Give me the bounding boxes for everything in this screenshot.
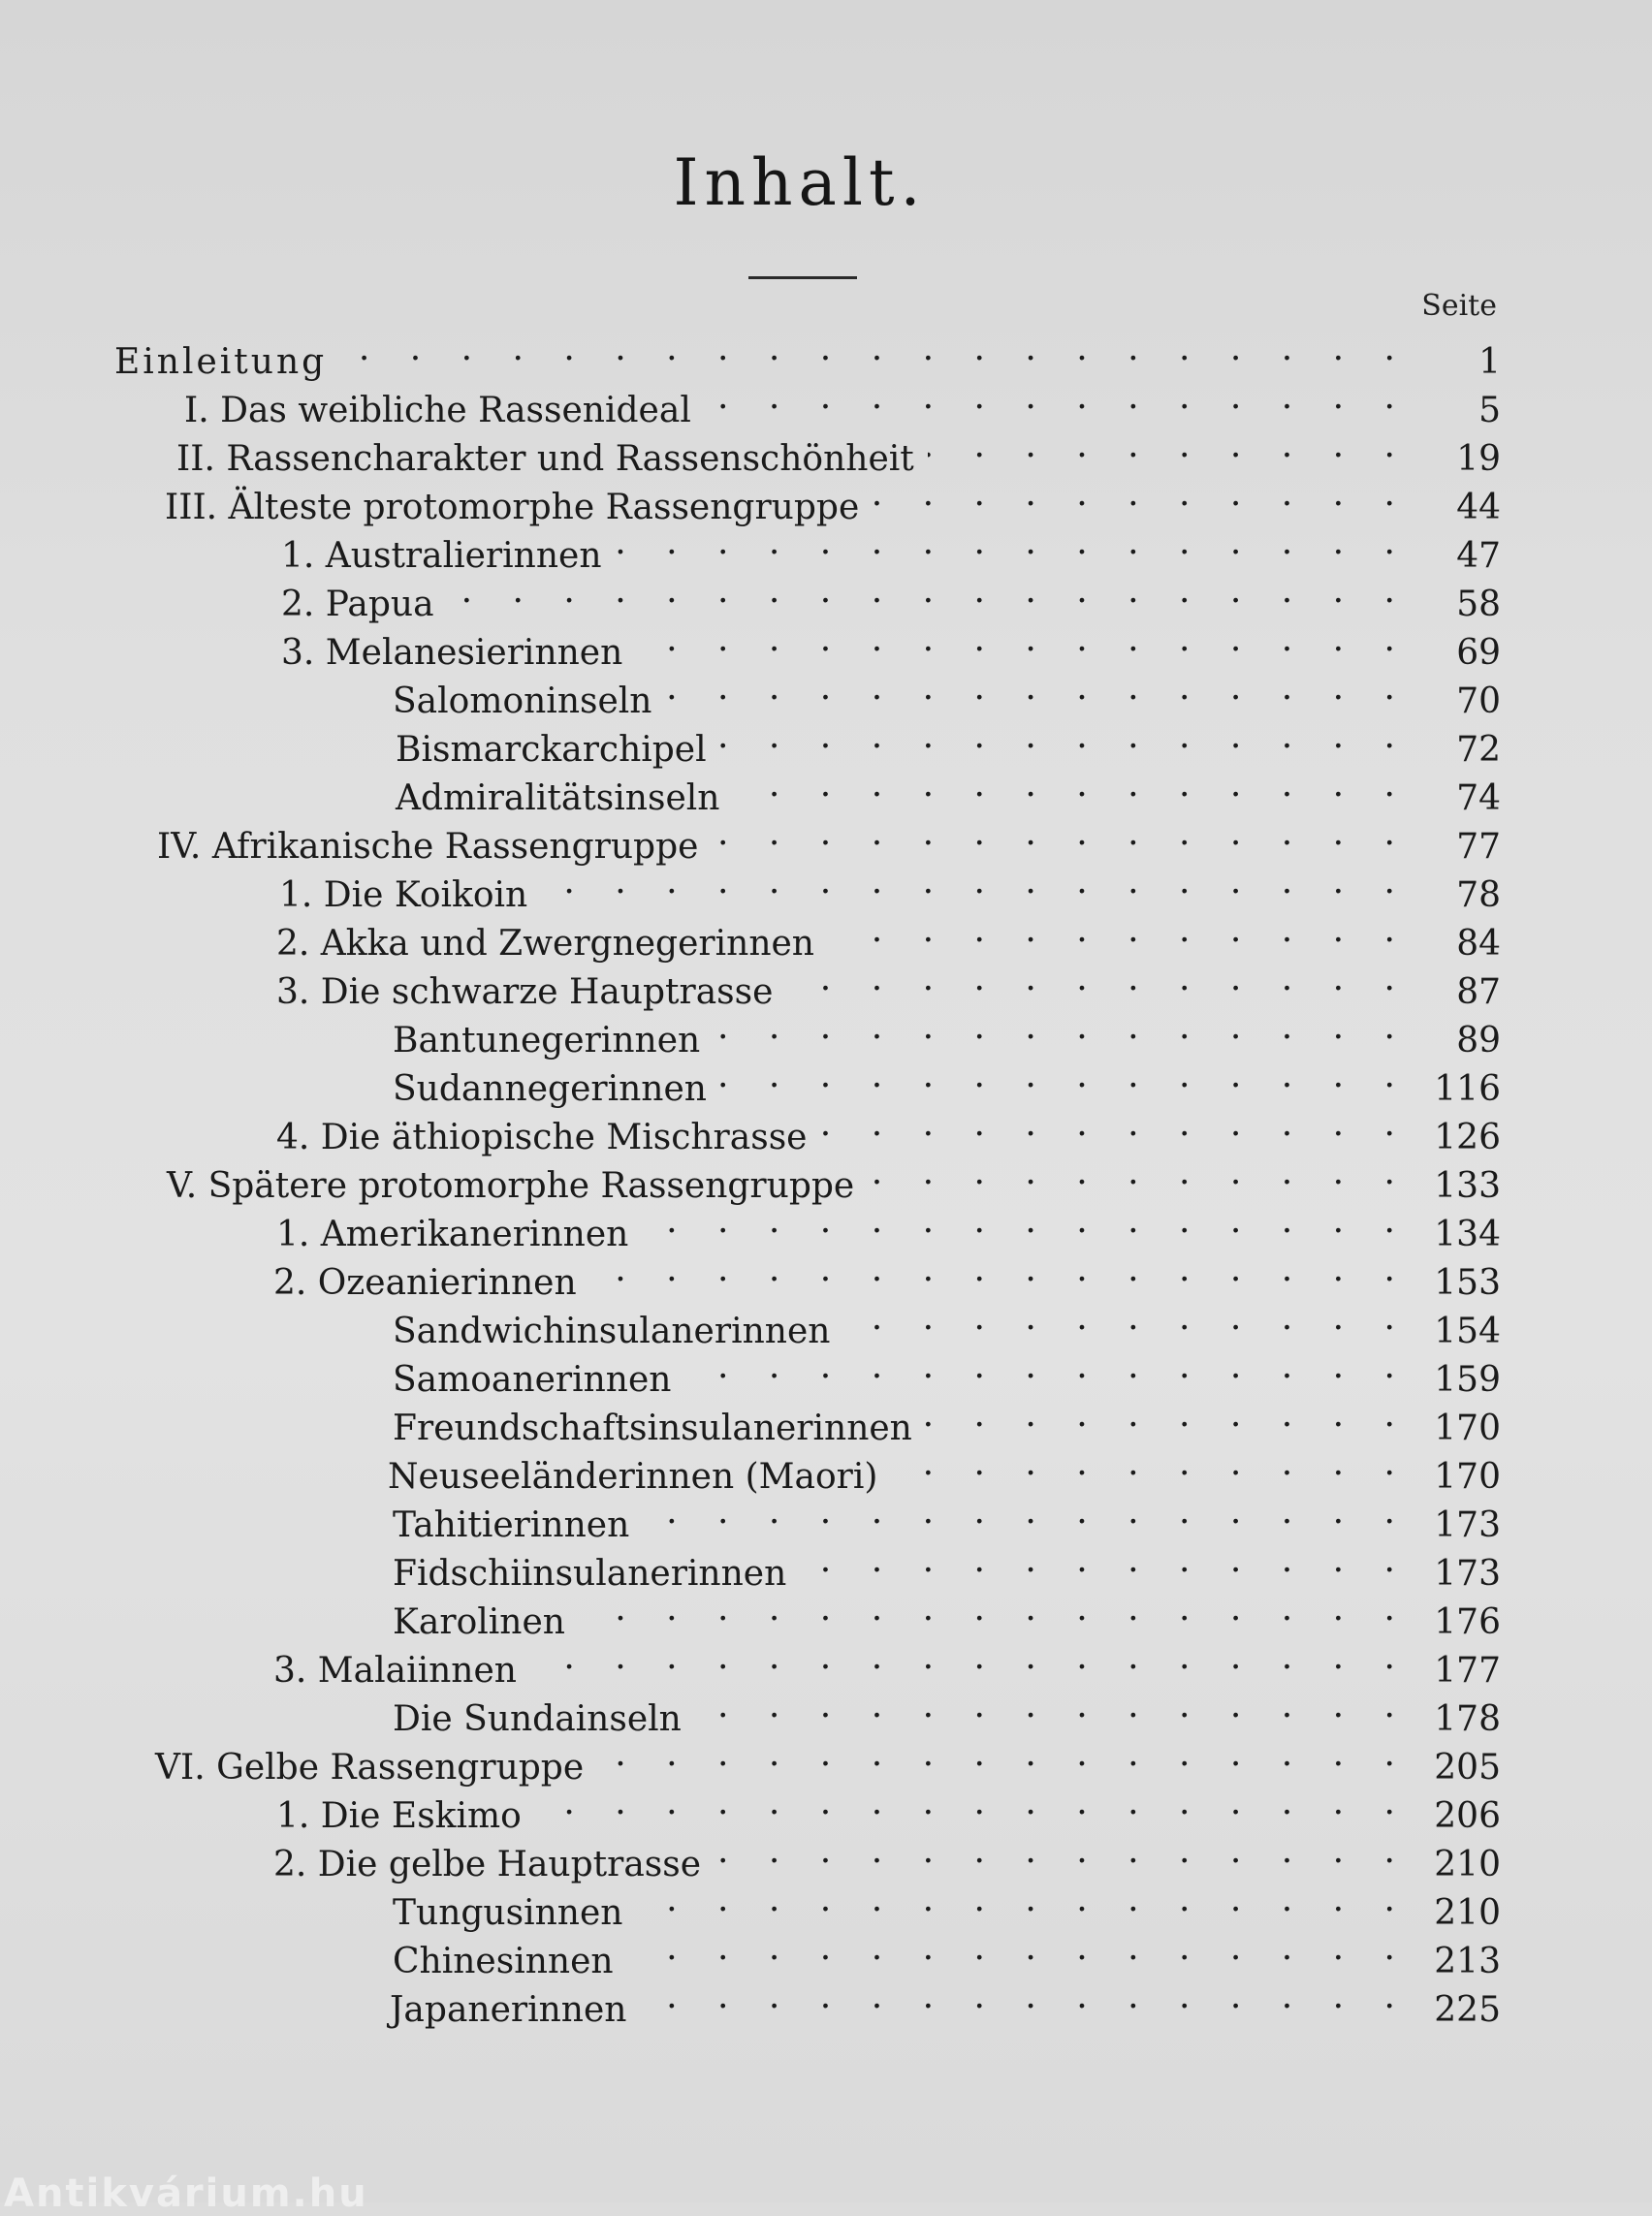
page-column-header: Seite xyxy=(1421,289,1497,323)
toc-entry-page: 176 xyxy=(1434,1602,1501,1642)
toc-entry-label: Die Sundainseln xyxy=(393,1699,682,1739)
toc-leader-dots xyxy=(616,519,1410,567)
toc-entry-page: 178 xyxy=(1434,1699,1501,1739)
toc-leader-dots xyxy=(579,1585,1410,1633)
toc-entry-page: 177 xyxy=(1434,1651,1501,1691)
toc-leader-dots xyxy=(828,906,1410,955)
toc-entry-page: 74 xyxy=(1456,778,1501,818)
toc-leader-dots xyxy=(868,1149,1410,1197)
toc-leader-dots xyxy=(636,616,1410,664)
toc-entry-label: Bantunegerinnen xyxy=(393,1021,701,1061)
toc-entry-label: Neuseeländerinnen (Maori) xyxy=(388,1457,878,1497)
toc-entry xyxy=(157,809,1501,867)
toc-entry-page: 159 xyxy=(1434,1360,1501,1400)
toc-entry-label: Freundschaftsinsulanerinnen xyxy=(393,1409,912,1448)
toc-entry xyxy=(393,1585,1501,1642)
toc-entry xyxy=(176,422,1501,479)
toc-entry-page: 1 xyxy=(1478,342,1501,382)
toc-leader-dots xyxy=(666,664,1411,712)
watermark-text: Antikvárium.hu xyxy=(4,2171,368,2216)
toc-leader-dots xyxy=(597,1730,1410,1779)
toc-entry-page: 206 xyxy=(1434,1796,1501,1836)
toc-entry-page: 133 xyxy=(1434,1166,1501,1206)
toc-entry-label: IV. Afrikanische Rassengruppe xyxy=(157,827,699,867)
toc-entry xyxy=(273,1246,1501,1303)
toc-leader-dots xyxy=(627,1924,1410,1973)
toc-entry-label: VI. Gelbe Rassengruppe xyxy=(155,1748,585,1788)
toc-entry-label: Sudannegerinnen xyxy=(393,1069,707,1109)
toc-entry-label: Samoanerinnen xyxy=(393,1360,672,1400)
toc-entry xyxy=(393,1294,1501,1351)
toc-leader-dots xyxy=(715,1827,1410,1876)
toc-entry-page: 126 xyxy=(1434,1118,1501,1157)
toc-entry-label: Einleitung xyxy=(114,342,328,382)
toc-entry-label: 1. Australierinnen xyxy=(281,536,602,576)
toc-entry-label: 3. Die schwarze Hauptrasse xyxy=(276,972,774,1012)
toc-leader-dots xyxy=(712,809,1410,858)
toc-entry-page: 210 xyxy=(1434,1893,1501,1933)
toc-entry xyxy=(393,1488,1501,1545)
toc-entry-page: 170 xyxy=(1434,1457,1501,1497)
toc-entry xyxy=(393,1876,1501,1933)
toc-entry-label: I. Das weibliche Rassenideal xyxy=(184,391,691,430)
toc-leader-dots xyxy=(714,1003,1410,1052)
toc-entry-label: Tungusinnen xyxy=(393,1893,623,1933)
toc-leader-dots xyxy=(636,1876,1410,1924)
toc-entry-page: 5 xyxy=(1478,391,1501,430)
toc-entry-page: 72 xyxy=(1456,730,1501,770)
toc-entry xyxy=(393,1391,1501,1448)
toc-entry xyxy=(390,1973,1501,2030)
toc-leader-dots xyxy=(684,1343,1410,1391)
toc-entry-label: 1. Amerikanerinnen xyxy=(276,1215,629,1254)
toc-entry xyxy=(276,1779,1501,1836)
toc-entry xyxy=(281,519,1501,576)
toc-entry-label: 3. Malaiinnen xyxy=(273,1651,517,1691)
toc-leader-dots xyxy=(640,1973,1410,2021)
toc-entry xyxy=(165,470,1501,527)
toc-leader-dots xyxy=(720,1052,1410,1100)
toc-entry xyxy=(393,664,1501,721)
toc-entry-page: 58 xyxy=(1456,585,1501,624)
toc-entry-label: 2. Ozeanierinnen xyxy=(273,1263,577,1303)
toc-leader-dots xyxy=(541,858,1410,906)
toc-entry-label: Admiralitätsinseln xyxy=(396,778,720,818)
toc-entry xyxy=(393,1003,1501,1061)
toc-entry-label: Chinesinnen xyxy=(393,1942,614,1981)
toc-leader-dots xyxy=(695,1682,1410,1730)
toc-leader-dots xyxy=(891,1440,1410,1488)
toc-leader-dots xyxy=(590,1246,1410,1294)
toc-entry-label: 2. Papua xyxy=(281,585,434,624)
toc-entry-page: 116 xyxy=(1434,1069,1501,1109)
toc-entry-label: 4. Die äthiopische Mischrasse xyxy=(276,1118,808,1157)
toc-entry xyxy=(155,1730,1501,1788)
toc-entry-label: Tahitierinnen xyxy=(393,1505,630,1545)
toc-entry xyxy=(276,906,1501,964)
toc-leader-dots xyxy=(642,1197,1410,1246)
toc-entry-label: Fidschiinsulanerinnen xyxy=(393,1554,787,1594)
toc-entry-page: 69 xyxy=(1456,633,1501,673)
toc-entry-page: 19 xyxy=(1456,439,1501,479)
toc-entry-label: 1. Die Eskimo xyxy=(276,1796,522,1836)
toc-entry-label: Karolinen xyxy=(393,1602,565,1642)
toc-leader-dots xyxy=(786,955,1410,1003)
toc-entry-label: II. Rassencharakter und Rassenschönheit xyxy=(176,439,914,479)
toc-entry xyxy=(114,325,1501,382)
toc-entry-page: 210 xyxy=(1434,1845,1501,1884)
toc-entry-page: 153 xyxy=(1434,1263,1501,1303)
toc-entry-page: 205 xyxy=(1434,1748,1501,1788)
toc-leader-dots xyxy=(448,567,1410,616)
toc-entry-page: 89 xyxy=(1456,1021,1501,1061)
toc-entry-label: 3. Melanesierinnen xyxy=(281,633,623,673)
toc-entry xyxy=(276,1197,1501,1254)
toc-leader-dots xyxy=(800,1536,1410,1585)
toc-entry-page: 44 xyxy=(1456,488,1501,527)
toc-entry xyxy=(276,1100,1501,1157)
toc-leader-dots xyxy=(340,325,1410,373)
toc-entry xyxy=(279,858,1501,915)
toc-entry xyxy=(393,1924,1501,1981)
toc-entry xyxy=(167,1149,1501,1206)
toc-entry-page: 173 xyxy=(1434,1505,1501,1545)
toc-entry xyxy=(388,1440,1501,1497)
toc-leader-dots xyxy=(535,1779,1410,1827)
toc-entry xyxy=(393,1682,1501,1739)
toc-entry xyxy=(393,1343,1501,1400)
toc-entry xyxy=(281,567,1501,624)
toc-entry-page: 87 xyxy=(1456,972,1501,1012)
toc-entry xyxy=(276,955,1501,1012)
toc-entry-page: 134 xyxy=(1434,1215,1501,1254)
toc-leader-dots xyxy=(530,1633,1410,1682)
toc-leader-dots xyxy=(820,1100,1410,1149)
toc-entry-page: 47 xyxy=(1456,536,1501,576)
toc-entry-page: 170 xyxy=(1434,1409,1501,1448)
toc-entry xyxy=(396,712,1501,770)
toc-entry-label: Bismarckarchipel xyxy=(396,730,707,770)
toc-entry-label: Salomoninseln xyxy=(393,681,652,721)
toc-entry-page: 213 xyxy=(1434,1942,1501,1981)
toc-leader-dots xyxy=(720,712,1410,761)
toc-entry-page: 84 xyxy=(1456,924,1501,964)
toc-entry-label: 2. Die gelbe Hauptrasse xyxy=(273,1845,702,1884)
toc-leader-dots xyxy=(705,373,1410,422)
toc-leader-dots xyxy=(643,1488,1410,1536)
toc-entry-label: 2. Akka und Zwergnegerinnen xyxy=(276,924,814,964)
toc-entry xyxy=(184,373,1501,430)
toc-entry-page: 173 xyxy=(1434,1554,1501,1594)
toc-entry-page: 154 xyxy=(1434,1312,1501,1351)
toc-entry-page: 70 xyxy=(1456,681,1501,721)
toc-entry xyxy=(281,616,1501,673)
toc-leader-dots xyxy=(733,761,1410,809)
toc-leader-dots xyxy=(928,422,1410,470)
toc-leader-dots xyxy=(926,1391,1410,1440)
toc-entry-page: 77 xyxy=(1456,827,1501,867)
toc-entry-page: 78 xyxy=(1456,875,1501,915)
toc-entry-label: Sandwichinsulanerinnen xyxy=(393,1312,831,1351)
toc-entry-label: 1. Die Koikoin xyxy=(279,875,528,915)
toc-leader-dots xyxy=(873,470,1410,519)
toc-entry xyxy=(273,1633,1501,1691)
toc-entry-label: Japanerinnen xyxy=(390,1990,627,2030)
toc-entry-label: V. Spätere protomorphe Rassengruppe xyxy=(167,1166,855,1206)
toc-leader-dots xyxy=(843,1294,1410,1343)
toc-entry xyxy=(393,1052,1501,1109)
toc-entry xyxy=(393,1536,1501,1594)
page-title: Inhalt. xyxy=(673,145,927,220)
toc-entry-label: III. Älteste protomorphe Rassengruppe xyxy=(165,488,860,527)
toc-entry xyxy=(396,761,1501,818)
toc-entry-page: 225 xyxy=(1434,1990,1501,2030)
toc-entry xyxy=(273,1827,1501,1884)
